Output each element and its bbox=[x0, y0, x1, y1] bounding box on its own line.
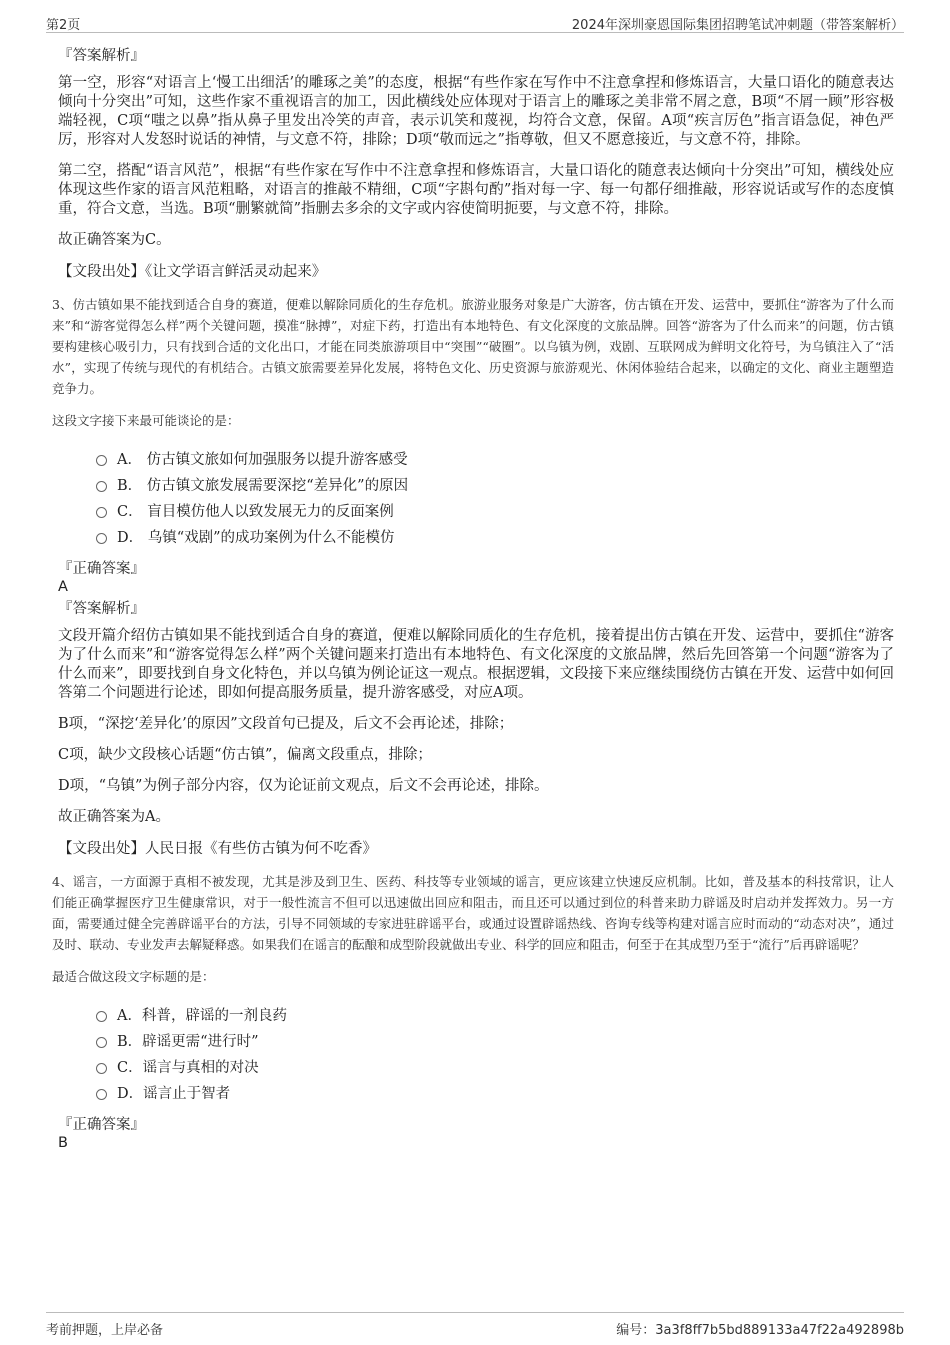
correct-answer-tag: 『正确答案』 bbox=[58, 561, 145, 577]
radio-button[interactable] bbox=[96, 1063, 107, 1074]
radio-button[interactable] bbox=[96, 533, 107, 544]
analysis-tag: 『答案解析』 bbox=[58, 601, 145, 617]
option-label: B． 仿古镇文旅发展需要深挖“差异化”的原因 bbox=[117, 478, 409, 494]
correct-answer-tag: 『正确答案』 bbox=[58, 1117, 145, 1133]
document-id: 编号：3a3f8ff7b5bd889133a47f22a492898b bbox=[616, 1323, 904, 1338]
option-label: D． 乌镇“戏剧”的成功案例为什么不能模仿 bbox=[117, 530, 395, 546]
option-label: C． 盲目模仿他人以致发展无力的反面案例 bbox=[117, 504, 394, 520]
option-c[interactable] bbox=[96, 499, 894, 525]
option-b[interactable] bbox=[96, 1029, 894, 1055]
analysis-paragraph: 文段开篇介绍仿古镇如果不能找到适合自身的赛道，便难以解除同质化的生存危机，接着提出仿古镇在开发、运营中，要抓住“游客为了什么而来”和“游客觉得怎么样”两个关键问题来打造出有本地特色、有文化深度的文旅品牌，然后先回答第一个问题“游客为了什么而来”，即要找到自身文化特色，并以乌镇为例论证这一观点。根据逻辑，文段接下来应继续围绕仿古镇在开发、运营中如何回答第二个问题进行论述，即如何提高服务质量，提升游客感受，对应A项。 bbox=[58, 628, 894, 701]
correct-answer: B bbox=[58, 1135, 68, 1151]
analysis-tag: 『答案解析』 bbox=[58, 48, 145, 64]
radio-button[interactable] bbox=[96, 507, 107, 518]
question-4-options bbox=[96, 1003, 894, 1107]
page-content bbox=[52, 42, 894, 1155]
analysis-conclusion: 故正确答案为C。 bbox=[58, 232, 171, 248]
analysis-paragraph: D项，“乌镇”为例子部分内容，仅为论证前文观点，后文不会再论述，排除。 bbox=[58, 778, 549, 794]
footer-slogan: 考前押题，上岸必备 bbox=[46, 1323, 164, 1338]
page-number: 第2页 bbox=[46, 18, 81, 33]
option-label: D．谣言止于智者 bbox=[117, 1086, 231, 1102]
analysis-paragraph: C项，缺少文段核心话题“仿古镇”，偏离文段重点，排除； bbox=[58, 747, 432, 763]
analysis-paragraph: 第一空，形容“对语言上‘慢工出细活’的雕琢之美”的态度，根据“有些作家在写作中不注意拿捏和修炼语言，大量口语化的随意表达倾向十分突出”可知，这些作家不重视语言的加工，因此横线处应体现对于语言上的雕琢之美非常不屑之意，B项“不屑一顾”形容极端轻视，C项“嗤之以鼻”指从鼻子里发出冷笑的声音，表示讥笑和蔑视，均符合文意，保留。A项“疾言厉色”指言语急促，神色严厉，形容对人发怒时说话的神情，与文意不符，排除；D项“敬而远之”指尊敬，但又不愿意接近，与文意不符，排除。 bbox=[58, 75, 894, 148]
page-header bbox=[46, 12, 904, 33]
analysis-paragraph: B项，“深挖‘差异化’的原因”文段首句已提及，后文不会再论述，排除； bbox=[58, 716, 514, 732]
analysis-conclusion: 故正确答案为A。 bbox=[58, 809, 170, 825]
option-label: B．辟谣更需“进行时” bbox=[117, 1034, 259, 1050]
radio-button[interactable] bbox=[96, 1037, 107, 1048]
question-4-text: 4、谣言，一方面源于真相不被发现，尤其是涉及到卫生、医药、科技等专业领域的谣言，更应该建立快速反应机制。比如，普及基本的科技常识，让人们能正确掌握医疗卫生健康常识，对于一般性流言不但可以迅速做出回应和阻击，而且还可以通过到位的科普来助力辟谣及时启动并发挥效力。另一方面，需要通过健全完善辟谣平台的方法，引导不同领域的专家进驻辟谣平台，或通过设置辟谣热线、咨询专线等构建对谣言应时而动的“动态对决”，通过及时、联动、专业发声去解疑释惑。如果我们在谣言的酝酿和成型阶段就做出专业、科学的回应和阻击，何至于在其成型乃至于“流行”后再辟谣呢？ bbox=[52, 874, 894, 952]
option-label: C．谣言与真相的对决 bbox=[117, 1060, 259, 1076]
option-b[interactable] bbox=[96, 473, 894, 499]
question-3-prompt: 这段文字接下来最可能谈论的是： bbox=[52, 413, 240, 428]
source-citation: 【文段出处】《让文学语言鲜活灵动起来》 bbox=[58, 264, 327, 280]
document-title: 2024年深圳豪恩国际集团招聘笔试冲刺题（带答案解析） bbox=[571, 18, 904, 33]
option-a[interactable] bbox=[96, 1003, 894, 1029]
option-label: A．科普，辟谣的一剂良药 bbox=[117, 1008, 287, 1024]
radio-button[interactable] bbox=[96, 1011, 107, 1022]
radio-button[interactable] bbox=[96, 1089, 107, 1100]
page-footer bbox=[46, 1312, 904, 1337]
question-4-prompt: 最适合做这段文字标题的是： bbox=[52, 969, 215, 984]
option-a[interactable] bbox=[96, 447, 894, 473]
option-c[interactable] bbox=[96, 1055, 894, 1081]
radio-button[interactable] bbox=[96, 455, 107, 466]
radio-button[interactable] bbox=[96, 481, 107, 492]
question-3-options bbox=[96, 447, 894, 551]
question-3-text: 3、仿古镇如果不能找到适合自身的赛道，便难以解除同质化的生存危机。旅游业服务对象是广大游客，仿古镇在开发、运营中，要抓住“游客为了什么而来”和“游客觉得怎么样”两个关键问题，摸准“脉搏”，对症下药，打造出有本地特色、有文化深度的文旅品牌。回答“游客为了什么而来”的问题，仿古镇要构建核心吸引力，只有找到合适的文化出口，才能在同类旅游项目中“突围”“破圈”。以乌镇为例，戏剧、互联网成为鲜明文化符号，为乌镇注入了“活水”，实现了传统与现代的有机结合。古镇文旅需要差异化发展，将特色文化、历史资源与旅游观光、休闲体验结合起来，以确定的文化、商业主题塑造竞争力。 bbox=[52, 297, 894, 396]
option-label: A． 仿古镇文旅如何加强服务以提升游客感受 bbox=[117, 452, 408, 468]
source-citation: 【文段出处】人民日报《有些仿古镇为何不吃香》 bbox=[58, 841, 377, 857]
analysis-paragraph: 第二空，搭配“语言风范”，根据“有些作家在写作中不注意拿捏和修炼语言，大量口语化的随意表达倾向十分突出”可知，横线处应体现这些作家的语言风范粗略，对语言的推敲不精细，C项“字斟句酌”指对每一字、每一句都仔细推敲，形容说话或写作的态度慎重，符合文意，当选。B项“删繁就简”指删去多余的文字或内容使简明扼要，与文意不符，排除。 bbox=[58, 163, 894, 217]
option-d[interactable] bbox=[96, 1081, 894, 1107]
correct-answer: A bbox=[58, 579, 68, 595]
option-d[interactable] bbox=[96, 525, 894, 551]
